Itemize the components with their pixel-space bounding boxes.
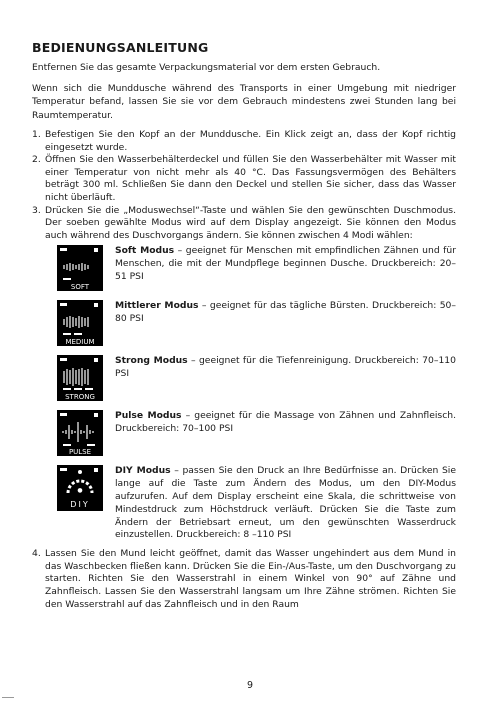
- intro-paragraph-1: Entfernen Sie das gesamte Verpackungsmaterial vor dem ersten Gebrauch.: [32, 62, 381, 73]
- svg-text:●: ●: [77, 487, 83, 495]
- instruction-steps: [32, 129, 456, 611]
- mode-name: DIY Modus: [115, 465, 171, 477]
- svg-text:MEDIUM: MEDIUM: [65, 338, 95, 347]
- crop-mark: [2, 697, 14, 698]
- mode-name: Soft Modus: [115, 245, 175, 257]
- svg-text:STRONG: STRONG: [65, 393, 95, 402]
- svg-text:SOFT: SOFT: [70, 283, 90, 292]
- step-number: 1.: [32, 129, 41, 140]
- section-heading: BEDIENUNGSANLEITUNG: [32, 40, 209, 55]
- mode-name: Strong Modus: [115, 355, 188, 367]
- mode-list: [45, 245, 456, 542]
- step-text: Drücken Sie die „Moduswechsel“-Taste und wählen Sie den gewünschten Duschmodus. Der soeben gewählte Modus wird auf dem Display angezeigt. Sie können den Modus auch während des Duschvorgangs ändern. Sie können zwischen 4 Modi wählen:: [45, 204, 456, 241]
- mode-name: Mittlerer Modus: [115, 300, 199, 312]
- pulse-mode-display-icon: [57, 410, 103, 456]
- step-text: Öffnen Sie den Wasserbehälterdeckel und füllen Sie den Wasserbehälter mit Wasser mit einer Temperatur von nicht mehr als 40 °C. Das Fassungsvermögen des Behälters beträgt 300 ml. Schließen Sie dann den Deckel und stellen Sie sicher, dass das Wasser nicht überläuft.: [45, 154, 456, 203]
- manual-page: [32, 40, 456, 611]
- mode-item-soft: [45, 245, 456, 291]
- svg-text:PULSE: PULSE: [68, 448, 92, 457]
- step-number: 4.: [32, 548, 41, 560]
- mode-description: DIY Modus – passen Sie den Druck an Ihre Bedürfnisse an. Drücken Sie lange auf die Taste zum Ändern des Modus, um den DIY-Modus aufzurufen. Auf dem Display erscheint eine Skala, die schrittweise von Mindestdruck zum Höchstdruck verläuft. Drücken Sie die Taste zum Ändern der Betriebsart erneut, um den gewünschten Wasserdruck einzustellen. Druckbereich: 8 –110 PSI: [115, 465, 456, 541]
- svg-text:DIY: DIY: [70, 500, 90, 510]
- diy-mode-display-icon: [57, 465, 103, 511]
- medium-mode-display-icon: [57, 300, 103, 346]
- mode-description: Strong Modus – geeignet für die Tiefenreinigung. Druckbereich: 70–110 PSI: [115, 355, 456, 380]
- page-number: 9: [246, 680, 254, 691]
- mode-description: Pulse Modus – geeignet für die Massage von Zähnen und Zahnfleisch. Druckbereich: 70–100 PSI: [115, 410, 456, 435]
- step-number: 2.: [32, 154, 41, 166]
- step-number: 3.: [32, 204, 41, 216]
- mode-item-pulse: [45, 410, 456, 456]
- step-text: Befestigen Sie den Kopf an der Munddusche. Ein Klick zeigt an, dass der Kopf richtig eingesetzt wurde.: [45, 129, 456, 153]
- mode-item-diy: [45, 465, 456, 542]
- mode-name: Pulse Modus: [115, 410, 182, 422]
- soft-mode-display-icon: [57, 245, 103, 291]
- mode-item-strong: [45, 355, 456, 401]
- mode-item-medium: [45, 300, 456, 346]
- mode-description: Mittlerer Modus – geeignet für das tägliche Bürsten. Druckbereich: 50–80 PSI: [115, 300, 456, 325]
- step-3: [32, 205, 456, 543]
- mode-description: Soft Modus – geeignet für Menschen mit empfindlichen Zähnen und für Menschen, die mit der Mundpflege beginnen Dusche. Druckbereich: 20–51 PSI: [115, 245, 456, 282]
- step-2: [32, 154, 456, 204]
- step-4: [32, 548, 456, 611]
- step-text: Lassen Sie den Mund leicht geöffnet, damit das Wasser ungehindert aus dem Mund in das Waschbecken fließen kann. Drücken Sie die Ein-/Aus-Taste, um den Duschvorgang zu starten. Richten Sie den Wasserstrahl in einem Winkel von 90° auf Zähne und Zahnfleisch. Lassen Sie den Wasserstrahl langsam um Ihre Zähne strömen. Richten Sie den Wasserstrahl auf das Zahnfleisch und in den Raum: [45, 548, 456, 610]
- strong-mode-display-icon: [57, 355, 103, 401]
- step-1: [32, 129, 456, 154]
- intro-paragraph-2: Wenn sich die Munddusche während des Transports in einer Umgebung mit niedriger Temperatur befand, lassen Sie sie vor dem Gebrauch mindestens zwei Stunden lang bei Raumtemperatur.: [32, 82, 456, 121]
